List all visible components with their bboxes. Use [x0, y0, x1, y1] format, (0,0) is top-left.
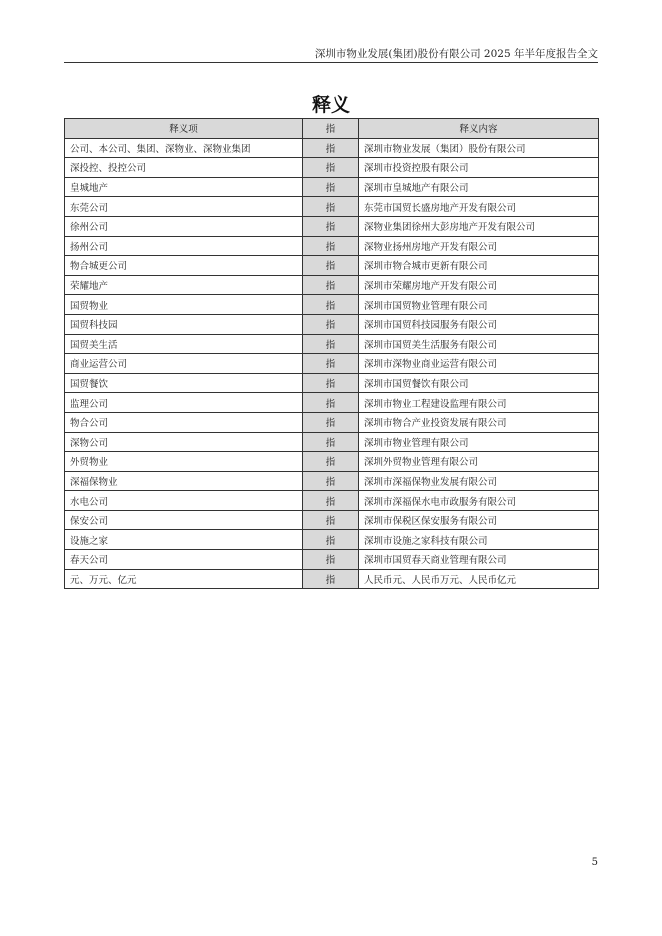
definition-cell: 深圳市设施之家科技有限公司	[359, 530, 599, 550]
term-cell: 扬州公司	[65, 236, 303, 256]
term-cell: 皇城地产	[65, 177, 303, 197]
definition-cell: 人民币元、人民币万元、人民币亿元	[359, 569, 599, 589]
definition-cell: 深圳外贸物业管理有限公司	[359, 452, 599, 472]
ref-cell: 指	[303, 354, 359, 374]
definition-cell: 深物业扬州房地产开发有限公司	[359, 236, 599, 256]
table-header-row	[65, 119, 599, 139]
header-divider	[64, 62, 598, 63]
definition-cell: 东莞市国贸长盛房地产开发有限公司	[359, 197, 599, 217]
definition-cell: 深圳市国贸餐饮有限公司	[359, 373, 599, 393]
glossary-table	[64, 118, 599, 589]
ref-cell: 指	[303, 158, 359, 178]
term-cell: 设施之家	[65, 530, 303, 550]
definition-cell: 深圳市物业工程建设监理有限公司	[359, 393, 599, 413]
definition-cell: 深圳市深物业商业运营有限公司	[359, 354, 599, 374]
definition-cell: 深圳市国贸春天商业管理有限公司	[359, 550, 599, 570]
term-cell: 公司、本公司、集团、深物业、深物业集团	[65, 138, 303, 158]
definition-cell: 深圳市国贸物业管理有限公司	[359, 295, 599, 315]
ref-cell: 指	[303, 334, 359, 354]
table-row	[65, 373, 599, 393]
table-row	[65, 158, 599, 178]
term-cell: 深福保物业	[65, 471, 303, 491]
ref-cell: 指	[303, 550, 359, 570]
ref-cell: 指	[303, 216, 359, 236]
definition-cell: 深圳市物业管理有限公司	[359, 432, 599, 452]
table-row	[65, 452, 599, 472]
term-cell: 物合公司	[65, 412, 303, 432]
term-cell: 深投控、投控公司	[65, 158, 303, 178]
table-row	[65, 432, 599, 452]
definition-cell: 深圳市国贸美生活服务有限公司	[359, 334, 599, 354]
table-row	[65, 177, 599, 197]
ref-cell: 指	[303, 177, 359, 197]
definition-cell: 深物业集团徐州大彭房地产开发有限公司	[359, 216, 599, 236]
definition-cell: 深圳市物合产业投资发展有限公司	[359, 412, 599, 432]
term-cell: 物合城更公司	[65, 256, 303, 276]
term-cell: 国贸科技园	[65, 314, 303, 334]
table-row	[65, 197, 599, 217]
table-row	[65, 550, 599, 570]
ref-cell: 指	[303, 452, 359, 472]
table-row	[65, 236, 599, 256]
ref-cell: 指	[303, 412, 359, 432]
table-row	[65, 530, 599, 550]
glossary-body	[65, 138, 599, 589]
ref-cell: 指	[303, 569, 359, 589]
definition-cell: 深圳市物合城市更新有限公司	[359, 256, 599, 276]
ref-cell: 指	[303, 510, 359, 530]
term-cell: 国贸餐饮	[65, 373, 303, 393]
ref-cell: 指	[303, 393, 359, 413]
term-cell: 深物公司	[65, 432, 303, 452]
ref-cell: 指	[303, 256, 359, 276]
definition-cell: 深圳市皇城地产有限公司	[359, 177, 599, 197]
term-cell: 东莞公司	[65, 197, 303, 217]
running-header: 深圳市物业发展(集团)股份有限公司 2025 年半年度报告全文	[314, 48, 598, 60]
term-cell: 外贸物业	[65, 452, 303, 472]
ref-cell: 指	[303, 373, 359, 393]
ref-cell: 指	[303, 138, 359, 158]
table-row	[65, 354, 599, 374]
table-row	[65, 412, 599, 432]
column-header-ref: 指	[303, 119, 359, 139]
table-row	[65, 295, 599, 315]
table-row	[65, 569, 599, 589]
table-row	[65, 393, 599, 413]
ref-cell: 指	[303, 314, 359, 334]
table-row	[65, 256, 599, 276]
definition-cell: 深圳市物业发展（集团）股份有限公司	[359, 138, 599, 158]
table-row	[65, 216, 599, 236]
ref-cell: 指	[303, 432, 359, 452]
page-number: 5	[591, 857, 598, 868]
definition-cell: 深圳市深福保水电市政服务有限公司	[359, 491, 599, 511]
term-cell: 国贸物业	[65, 295, 303, 315]
table-row	[65, 314, 599, 334]
column-header-definition: 释义内容	[359, 119, 599, 139]
definition-cell: 深圳市国贸科技园服务有限公司	[359, 314, 599, 334]
column-header-term: 释义项	[65, 119, 303, 139]
table-row	[65, 491, 599, 511]
term-cell: 保安公司	[65, 510, 303, 530]
term-cell: 国贸美生活	[65, 334, 303, 354]
term-cell: 元、万元、亿元	[65, 569, 303, 589]
table-row	[65, 275, 599, 295]
definition-cell: 深圳市荣耀房地产开发有限公司	[359, 275, 599, 295]
definition-cell: 深圳市保税区保安服务有限公司	[359, 510, 599, 530]
term-cell: 监理公司	[65, 393, 303, 413]
page-title: 释义	[311, 94, 350, 116]
table-row	[65, 334, 599, 354]
ref-cell: 指	[303, 491, 359, 511]
term-cell: 徐州公司	[65, 216, 303, 236]
definition-cell: 深圳市深福保物业发展有限公司	[359, 471, 599, 491]
term-cell: 荣耀地产	[65, 275, 303, 295]
term-cell: 水电公司	[65, 491, 303, 511]
table-row	[65, 138, 599, 158]
term-cell: 春天公司	[65, 550, 303, 570]
table-row	[65, 510, 599, 530]
term-cell: 商业运营公司	[65, 354, 303, 374]
table-row	[65, 471, 599, 491]
ref-cell: 指	[303, 197, 359, 217]
definition-cell: 深圳市投资控股有限公司	[359, 158, 599, 178]
ref-cell: 指	[303, 471, 359, 491]
ref-cell: 指	[303, 530, 359, 550]
ref-cell: 指	[303, 275, 359, 295]
ref-cell: 指	[303, 236, 359, 256]
ref-cell: 指	[303, 295, 359, 315]
